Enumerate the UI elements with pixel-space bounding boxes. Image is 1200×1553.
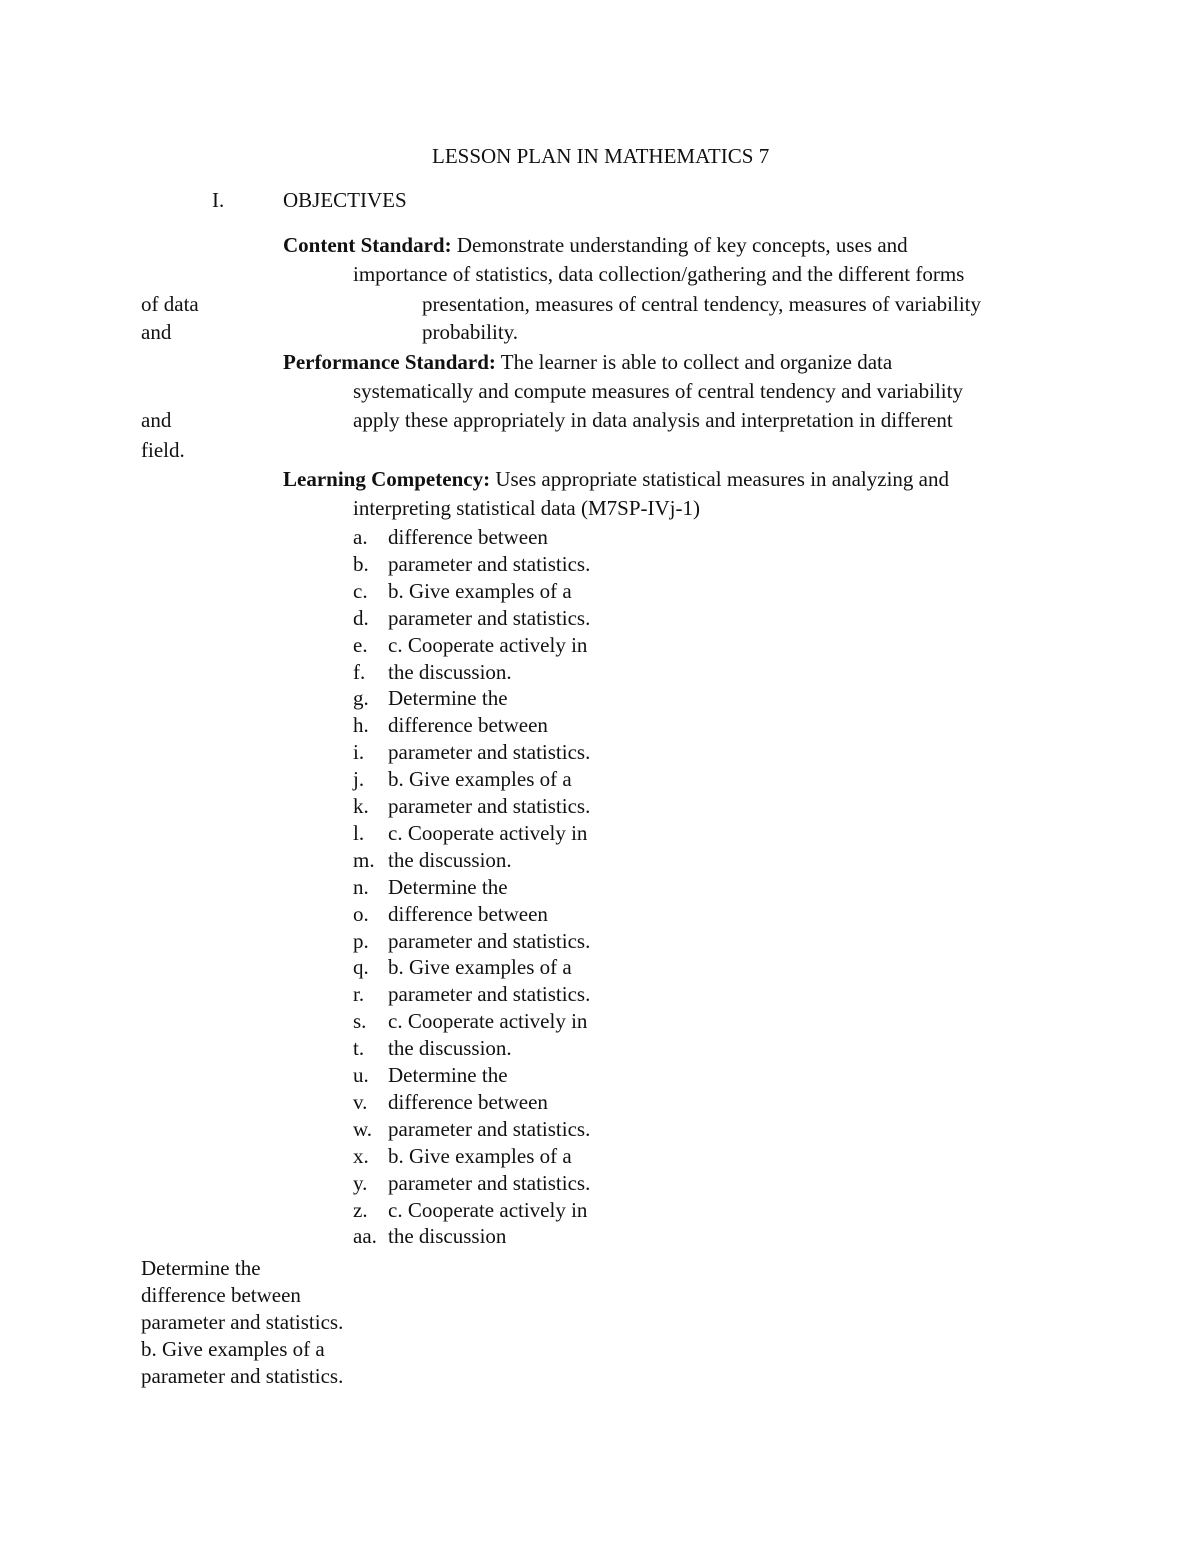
list-item-letter: l. <box>353 821 365 845</box>
list-item-letter: p. <box>353 929 369 953</box>
list-item-letter: f. <box>353 660 366 684</box>
list-item-text: difference between <box>388 713 548 737</box>
list-item-text: c. Cooperate actively in <box>388 1009 588 1033</box>
list-item-text: c. Cooperate actively in <box>388 1198 588 1222</box>
content-standard-label: Content Standard: <box>283 233 452 257</box>
list-item-letter: a. <box>353 525 368 549</box>
list-item-text: the discussion. <box>388 660 512 684</box>
learning-competency-line-2: interpreting statistical data (M7SP-IVj-1) <box>353 496 701 520</box>
content-standard-margin-3: of data <box>141 292 199 316</box>
list-item-letter: i. <box>353 740 365 764</box>
content-standard-line-4: probability. <box>422 320 519 344</box>
list-item-letter: w. <box>353 1117 373 1141</box>
list-item-text: parameter and statistics. <box>388 982 591 1006</box>
list-item-letter: c. <box>353 579 368 603</box>
list-item-text: parameter and statistics. <box>388 794 591 818</box>
content-standard-line-3: presentation, measures of central tendency, measures of variability <box>422 292 982 316</box>
list-item-text: Determine the <box>388 1063 508 1087</box>
performance-standard-margin-4: field. <box>141 438 185 462</box>
performance-standard-line-3: apply these appropriately in data analysis and interpretation in different <box>353 408 953 432</box>
list-item-text: parameter and statistics. <box>388 606 591 630</box>
trailing-line: b. Give examples of a <box>141 1337 325 1361</box>
list-item-text: b. Give examples of a <box>388 767 572 791</box>
list-item-text: the discussion <box>388 1224 507 1248</box>
list-item-text: the discussion. <box>388 848 512 872</box>
list-item-text: Determine the <box>388 875 508 899</box>
list-item-text: difference between <box>388 525 548 549</box>
list-item-letter: k. <box>353 794 369 818</box>
list-item-letter: aa. <box>353 1224 377 1248</box>
list-item-letter: n. <box>353 875 369 899</box>
content-standard-line-1 <box>283 235 908 256</box>
learning-competency-line-1 <box>283 469 949 490</box>
list-item-text: parameter and statistics. <box>388 740 591 764</box>
trailing-line: parameter and statistics. <box>141 1310 344 1334</box>
list-item-text: parameter and statistics. <box>388 929 591 953</box>
list-item-text: parameter and statistics. <box>388 1171 591 1195</box>
list-item-letter: u. <box>353 1063 369 1087</box>
trailing-line: Determine the <box>141 1256 261 1280</box>
learning-competency-text-1: Uses appropriate statistical measures in analyzing and <box>495 467 949 491</box>
performance-standard-line-2: systematically and compute measures of central tendency and variability <box>353 379 963 403</box>
content-standard-margin-4: and <box>141 320 172 344</box>
list-item-letter: b. <box>353 552 369 576</box>
list-item-letter: s. <box>353 1009 367 1033</box>
list-item-letter: g. <box>353 686 369 710</box>
trailing-line: parameter and statistics. <box>141 1364 344 1388</box>
list-item-letter: y. <box>353 1171 368 1195</box>
list-item-text: the discussion. <box>388 1036 512 1060</box>
section-number: I. <box>212 188 225 212</box>
list-item-text: c. Cooperate actively in <box>388 821 588 845</box>
list-item-text: parameter and statistics. <box>388 1117 591 1141</box>
list-item-letter: m. <box>353 848 375 872</box>
content-standard-line-2: importance of statistics, data collection/gathering and the different forms <box>353 262 965 286</box>
performance-standard-label: Performance Standard: <box>283 350 496 374</box>
trailing-line: difference between <box>141 1283 301 1307</box>
list-item-letter: x. <box>353 1144 369 1168</box>
performance-standard-text-1: The learner is able to collect and organize data <box>500 350 893 374</box>
learning-competency-label: Learning Competency: <box>283 467 491 491</box>
performance-standard-line-1 <box>283 352 892 373</box>
list-item-letter: h. <box>353 713 369 737</box>
list-item-letter: t. <box>353 1036 365 1060</box>
list-item-letter: e. <box>353 633 368 657</box>
list-item-letter: v. <box>353 1090 368 1114</box>
list-item-text: b. Give examples of a <box>388 1144 572 1168</box>
content-standard-text-1: Demonstrate understanding of key concepts, uses and <box>456 233 908 257</box>
list-item-letter: z. <box>353 1198 368 1222</box>
section-title: OBJECTIVES <box>283 188 407 212</box>
list-item-text: c. Cooperate actively in <box>388 633 588 657</box>
list-item-letter: d. <box>353 606 369 630</box>
list-item-text: b. Give examples of a <box>388 955 572 979</box>
list-item-text: Determine the <box>388 686 508 710</box>
document-title: LESSON PLAN IN MATHEMATICS 7 <box>432 144 770 168</box>
list-item-letter: j. <box>353 767 365 791</box>
performance-standard-margin-3: and <box>141 408 172 432</box>
list-item-letter: r. <box>353 982 365 1006</box>
list-item-letter: o. <box>353 902 369 926</box>
list-item-text: parameter and statistics. <box>388 552 591 576</box>
list-item-text: difference between <box>388 1090 548 1114</box>
list-item-text: difference between <box>388 902 548 926</box>
list-item-text: b. Give examples of a <box>388 579 572 603</box>
list-item-letter: q. <box>353 955 369 979</box>
